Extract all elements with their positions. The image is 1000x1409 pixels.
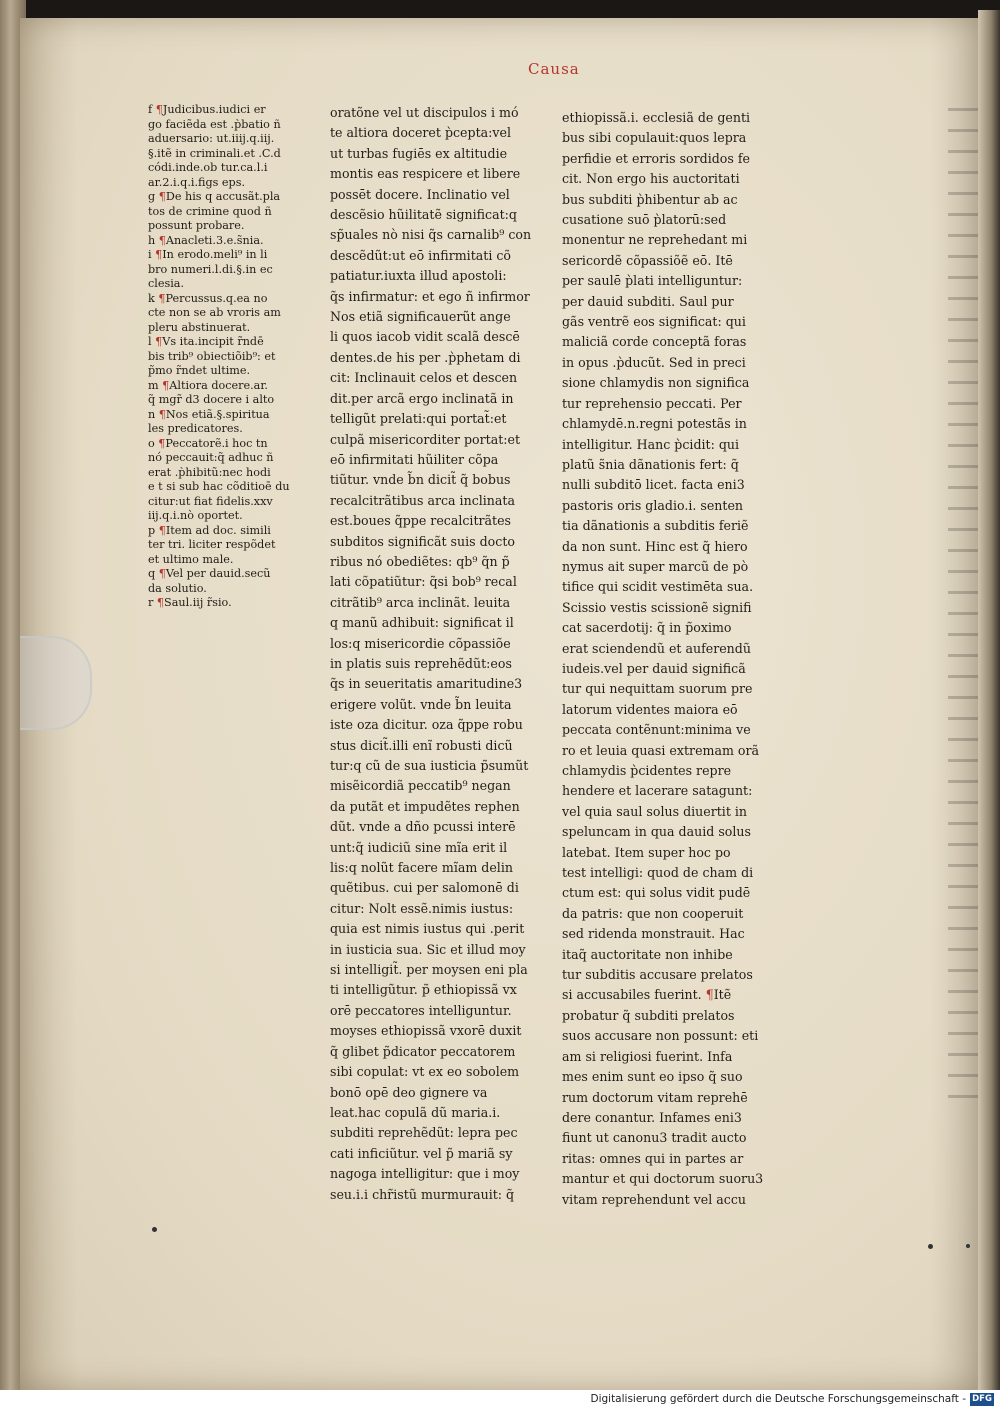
text-line: te altiora doceret p̀cepta:vel	[330, 125, 511, 141]
text-line: nulli subditō licet. facta eni3	[562, 477, 745, 493]
gloss-line: p̃mo r̃ndet ultime.	[148, 364, 251, 377]
gloss-column	[148, 103, 326, 611]
rubric-mark: ¶	[158, 291, 166, 305]
text-line: subditi reprehẽdũt: lepra pec	[330, 1125, 518, 1141]
text-line: q̃s infirmatur: et ego ñ infirmor	[330, 288, 530, 304]
gloss-line: g ¶De his q accusãt.pla	[148, 190, 281, 203]
text-line: moyses ethiopissã vxorē duxit	[330, 1023, 522, 1039]
text-line: suos accusare non possunt: eti	[562, 1028, 759, 1044]
text-line: oratõne vel ut discipulos i mó	[330, 105, 519, 120]
text-line: nymus ait super marcũ de pò	[562, 558, 749, 574]
text-line: in opus .p̀ducũt. Sed in preci	[562, 354, 746, 370]
gloss-line: q̃ mgr̃ d3 docere i alto	[148, 393, 275, 406]
text-line: ctum est: qui solus vidit pudē	[562, 885, 751, 901]
text-line: citur: Nolt essẽ.nimis iustus:	[330, 900, 514, 916]
text-line: q manũ adhibuit: significat il	[330, 615, 514, 631]
funding-credit: Digitalisierung gefördert durch die Deutsche Forschungsgemeinschaft -	[590, 1393, 966, 1405]
text-line: da patris: que non cooperuit	[562, 905, 744, 921]
text-line: monentur ne reprehedant mi	[562, 232, 748, 248]
gloss-line: cte non se ab vroris am	[148, 306, 281, 319]
text-line: subditos significãt suis docto	[330, 533, 515, 549]
text-line: nagoga intelligitur: que i moy	[330, 1166, 520, 1182]
footer-bar	[0, 1390, 1000, 1409]
text-line: sione chlamydis non significa	[562, 375, 750, 391]
page-clip	[20, 636, 92, 730]
text-line: tur subditis accusare prelatos	[562, 967, 753, 983]
text-line: cit. Non ergo his auctoritati	[562, 171, 740, 187]
gloss-line: §.itẽ in criminali.et .C.d	[148, 146, 281, 160]
text-line: cati inficiũtur. vel p̃ mariã sy	[330, 1145, 513, 1161]
text-line: bus sibi copulauit:quos lepra	[562, 130, 747, 146]
text-line: vel quia saul solus diuertit in	[562, 803, 748, 819]
gloss-line: tos de crimine quod ñ	[148, 204, 272, 218]
text-line: bonō opē deo gignere va	[330, 1084, 488, 1100]
rubric-mark: ¶	[162, 378, 170, 392]
text-line: sp̃uales nò nisi q̃s carnalib⁹ con	[330, 227, 532, 243]
text-line: dentes.de his per .p̀phetam di	[330, 349, 521, 365]
rubric-mark: ¶	[158, 233, 166, 247]
text-column-right	[562, 108, 790, 1210]
text-line: si intelligit̃. per moysen eni pla	[330, 962, 528, 978]
text-line: tur:q cũ de sua iusticia p̃sumũt	[330, 758, 529, 773]
text-line: iudeis.vel per dauid significã	[562, 660, 746, 676]
text-line: lis:q nolũt facere mĩam delin	[330, 860, 513, 876]
text-line: ro et leuia quasi extremam orã	[562, 742, 760, 758]
text-line: erat sciendendũ et auferendũ	[562, 640, 751, 656]
text-line: recalcitrãtibus arca inclinata	[330, 492, 515, 508]
text-line: latebat. Item super hoc po	[562, 844, 731, 860]
text-line: fiunt ut canonu3 tradit aucto	[562, 1130, 747, 1146]
text-line: chlamydē.n.regni potestãs in	[562, 416, 747, 432]
text-line: dit.per arcã ergo inclinatã in	[330, 390, 514, 406]
page-edge	[978, 10, 1000, 1395]
gloss-line: da solutio.	[148, 581, 207, 595]
text-line: ribus nó obediẽtes: qb⁹ q̃n p̃	[330, 553, 510, 569]
text-line: misẽicordiã peccatib⁹ negan	[330, 778, 511, 794]
text-line: vitam reprehendunt vel accu	[562, 1191, 747, 1207]
text-line: da non sunt. Hinc est q̃ hiero	[562, 538, 748, 554]
text-line: seu.i.i chr̃istũ murmurauit: q̃	[330, 1186, 515, 1202]
text-line: test intelligi: quod de cham di	[562, 865, 754, 881]
gloss-line: o ¶Peccatorẽ.i hoc t̃n	[148, 436, 268, 450]
rubric-mark: ¶	[155, 248, 163, 261]
text-line: tur reprehensio peccati. Per	[562, 395, 742, 411]
text-line: mantur et qui doctorum suoru3	[562, 1171, 764, 1187]
text-line: sed ridenda monstrauit. Hac	[562, 926, 745, 942]
text-line: chlamydis p̀cidentes repre	[562, 763, 732, 778]
text-line: montis eas respicere et libere	[330, 166, 521, 182]
text-line: orē peccatores intelliguntur.	[330, 1002, 512, 1018]
text-line: eō infirmitati hũiliter cõpa	[330, 451, 499, 467]
text-line: Nos etiã significauerũt ange	[330, 309, 511, 325]
text-line: pastoris oris gladio.i. senten	[562, 497, 744, 513]
rubric-mark: ¶	[705, 987, 714, 1003]
gloss-line: códi.inde.ob tur.ca.l.i	[148, 161, 268, 174]
text-line: quia est nimis iustus qui .perit	[330, 921, 525, 937]
ink-speck	[928, 1244, 933, 1249]
text-line: perfidie et erroris sordidos fe	[562, 150, 750, 166]
dfg-logo: DFG	[970, 1393, 994, 1406]
gloss-line: pleru abstinuerat.	[148, 320, 251, 334]
gloss-line: erat .p̀hibitũ:nec hodi	[148, 465, 271, 479]
gloss-line: go faciẽda est .p̀batio ñ	[148, 117, 281, 131]
text-line: quẽtibus. cui per salomonē di	[330, 880, 519, 896]
text-line: sericordẽ cõpassiõẽ eō. Itē	[562, 252, 733, 268]
text-line: intelligitur. Hanc p̀cidit: qui	[562, 436, 740, 452]
gloss-line: ar.2.i.q.i.figs eps.	[148, 175, 246, 189]
facing-page-bleed	[948, 108, 978, 1108]
text-line: peccata contẽnunt:minima ve	[562, 722, 751, 738]
gloss-line: possunt probare.	[148, 219, 245, 232]
text-line: q̃ glibet p̃dicator peccatorem	[330, 1043, 516, 1059]
gloss-line: h ¶Anacleti.3.e.s̃nia.	[148, 233, 264, 247]
text-line: mes enim sunt eo ipso q̃ suo	[562, 1069, 743, 1085]
text-line: possēt docere. Inclinatio vel	[330, 186, 510, 202]
text-line: gãs ventrẽ eos significat: qui	[562, 314, 746, 330]
rubric-mark: ¶	[158, 190, 166, 203]
gloss-line: i ¶In erodo.meli⁹ in li	[148, 248, 268, 261]
text-line: dũt. vnde a dño pcussi interē	[330, 819, 516, 835]
text-column-middle	[330, 103, 552, 1205]
running-head: Causa	[528, 60, 580, 78]
ink-speck	[152, 1227, 157, 1232]
text-line: descẽsio hũilitatẽ significat:q	[330, 207, 517, 223]
text-line: li quos iacob vidit scalã descē	[330, 329, 520, 345]
ink-speck	[966, 1244, 970, 1248]
text-line: descẽdũt:ut eō infirmitati cõ	[330, 247, 511, 263]
text-line: speluncam in qua dauid solus	[562, 824, 751, 840]
text-line: in iusticia sua. Sic et illud moy	[330, 941, 526, 957]
text-line: bus subditi p̀hibentur ab ac	[562, 191, 738, 207]
gloss-line: f ¶Judicibus.iudici er	[148, 103, 266, 116]
text-line: rum doctorum vitam reprehē	[562, 1089, 748, 1105]
text-line: tur qui nequittam suorum pre	[562, 681, 753, 697]
text-line: q̃s in seueritatis amaritudine3	[330, 676, 523, 692]
gloss-line: ter tri. liciter respõdet	[148, 538, 276, 551]
rubric-mark: ¶	[156, 596, 165, 609]
text-line: platũ s̃nia dãnationis fert: q̃	[562, 456, 739, 472]
text-line: est.boues q̃ppe recalcitrãtes	[330, 513, 512, 529]
text-line: iste oza dicitur. oza q̃ppe robu	[330, 717, 523, 733]
gloss-line: k ¶Percussus.q.ea no	[148, 291, 268, 305]
text-line: tifice qui scidit vestimēta sua.	[562, 579, 754, 595]
rubric-mark: ¶	[158, 407, 166, 421]
text-line: sibi copulat: vt ex eo sobolem	[330, 1064, 520, 1080]
text-line: maliciã corde conceptã foras	[562, 334, 747, 350]
text-line: ti intelligũtur. p̃ ethiopissã vx	[330, 982, 517, 998]
text-line: lati cõpatiũtur: q̃si bob⁹ recal	[330, 574, 517, 590]
gloss-line: m ¶Altiora docere.ar.	[148, 378, 268, 392]
text-line: itaq̃ auctoritate non inhibe	[562, 946, 733, 962]
text-line: probatur q̃ subditi prelatos	[562, 1007, 735, 1023]
rubric-mark: ¶	[155, 103, 163, 116]
gloss-line: bis trib⁹ obiectiõib⁹: et	[148, 349, 276, 363]
text-line: stus dicit̃.illi enĩ robusti dicũ	[330, 737, 513, 753]
text-line: leat.hac copulã dũ maria.i.	[330, 1104, 501, 1120]
rubric-mark: ¶	[155, 335, 163, 348]
gloss-line: e t̃ si sub hac cõditioē du	[148, 480, 290, 493]
gloss-line: r ¶Saul.iij r̃sio.	[148, 596, 232, 609]
text-line: cat sacerdotij: q̃ in p̃oximo	[562, 620, 732, 636]
text-line: telligũt prelati:qui portat̃:et	[330, 411, 507, 427]
text-line: dere conantur. Infames eni3	[562, 1109, 742, 1125]
rubric-mark: ¶	[158, 567, 166, 580]
gloss-line: et ultimo male.	[148, 552, 234, 566]
gloss-line: iij.q.i.nò oportet.	[148, 509, 243, 522]
text-line: per dauid subditi. Saul pur	[562, 293, 734, 309]
text-line: citrãtib⁹ arca inclinãt. leuita	[330, 594, 511, 610]
text-line: erigere volũt. vnde b̃n leuita	[330, 696, 512, 712]
text-line: cusatione suō p̀latorū:sed	[562, 212, 727, 228]
text-line: per saulē p̀lati intelliguntur:	[562, 273, 743, 289]
gloss-line: q ¶Vel per dauid.secũ	[148, 567, 271, 580]
gloss-line: n ¶Nos etiã.§.spiritua	[148, 407, 270, 421]
text-line: tiũtur. vnde b̃n dicit̃ q̃ bobus	[330, 472, 511, 488]
text-line: patiatur.iuxta illud apostoli:	[330, 268, 507, 284]
text-line: in platis suis reprehẽdũt:eos	[330, 655, 512, 671]
text-line: los:q misericordie cõpassiõe	[330, 635, 511, 651]
text-line: unt:q̃ iudiciũ sine mĩa erit il	[330, 839, 508, 855]
text-line: hendere et lacerare satagunt:	[562, 783, 753, 799]
text-line: ritas: omnes qui in partes ar	[562, 1150, 744, 1166]
text-line: ut turbas fugiēs ex altitudie	[330, 145, 508, 161]
text-line: ethiopissã.i. ecclesiã de genti	[562, 110, 751, 125]
text-line: cit: Inclinauit celos et descen	[330, 370, 518, 386]
text-line: da putãt et impudẽtes rephen	[330, 798, 520, 814]
text-line: am si religiosi fuerint. Infa	[562, 1048, 733, 1064]
gloss-line: p ¶Item ad doc. simili	[148, 523, 271, 537]
gloss-line: bro numeri.l.di.§.in ec	[148, 262, 273, 276]
gloss-line: citur:ut fiat fidelis.xxv	[148, 494, 273, 508]
gloss-line: l ¶Vs ita.incipit r̃ndē	[148, 335, 264, 348]
gloss-line: clesia.	[148, 277, 185, 290]
text-line: latorum videntes maiora eō	[562, 701, 738, 717]
text-line: culpã misericorditer portat:et	[330, 431, 521, 447]
rubric-mark: ¶	[158, 523, 166, 537]
rubric-mark: ¶	[158, 436, 166, 450]
text-line: si accusabiles fuerint. ¶Itẽ	[562, 987, 732, 1003]
text-line: Scissio vestis scissionẽ signifi	[562, 599, 752, 615]
text-line: tia dãnationis a subditis feriẽ	[562, 518, 749, 534]
gloss-line: les predicatores.	[148, 422, 243, 435]
gloss-line: aduersario: ut.iiij.q.iij.	[148, 132, 275, 145]
gloss-line: nó peccauit:q̃ adhuc ñ	[148, 451, 274, 464]
